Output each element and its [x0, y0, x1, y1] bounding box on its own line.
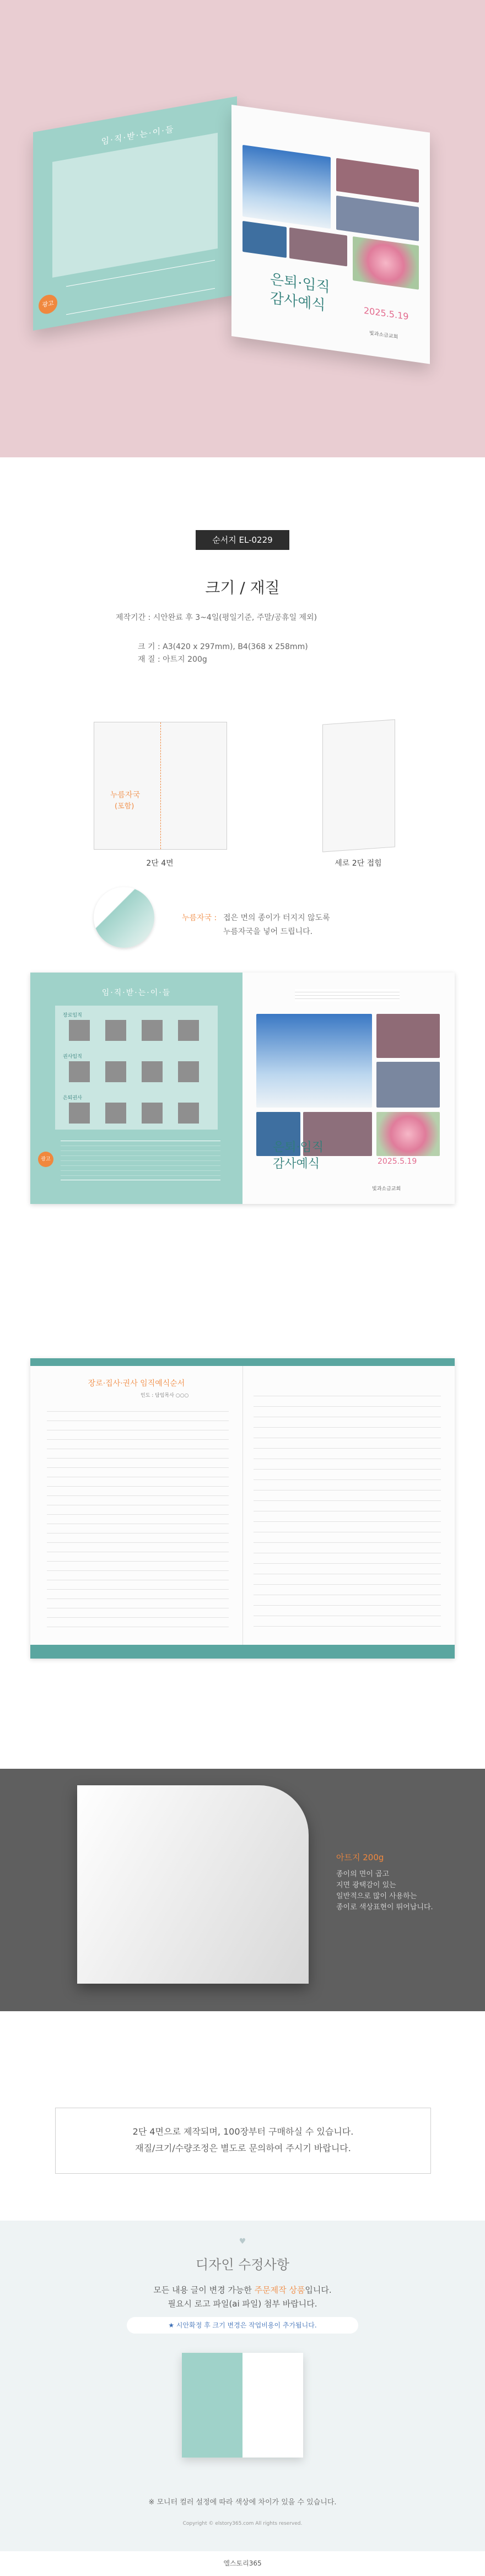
notice-box — [61, 1141, 220, 1180]
inner-spread — [30, 1358, 455, 1659]
portrait-row-2 — [69, 1061, 207, 1082]
group-2-label: 권사임직 — [63, 1054, 82, 1060]
custom-line-1b: 주문제작 상품 — [254, 2285, 305, 2295]
folded-caption: 세로 2단 접힘 — [335, 859, 382, 868]
spread-cover-title-2: 감사예식 — [273, 1157, 320, 1171]
mini-booklet — [182, 2353, 303, 2458]
custom-disclaimer: ※ 모니터 컬러 설정에 따라 색상에 차이가 있을 수 있습니다. — [148, 2498, 337, 2507]
outer-back-page — [30, 973, 242, 1204]
flower-photo — [353, 236, 419, 290]
spread-cover-date: 2025.5.19 — [378, 1157, 417, 1166]
size-line: 크 기 : A3(420 x 297mm), B4(368 x 258mm) — [138, 642, 308, 651]
paper-desc-2: 지면 광택감이 있는 — [336, 1881, 396, 1889]
cover-verse — [295, 989, 400, 1001]
spread-sky-photo — [256, 1014, 372, 1108]
fold-label: 누름자국 — [110, 791, 141, 800]
order-list-left — [47, 1402, 229, 1634]
bottom-band — [30, 1645, 455, 1659]
spread-photo-2 — [376, 1062, 440, 1108]
copyright: Copyright © elstory365.com All rights reserved. — [182, 2521, 303, 2526]
custom-line-1c: 입니다. — [305, 2285, 332, 2295]
custom-line-1a: 모든 내용 글이 변경 가능한 — [153, 2285, 255, 2295]
order-title: 장로·집사·권사 임직예식순서 — [88, 1379, 185, 1388]
notice-line-2: 재질/크기/수량조정은 별도로 문의하여 주시기 바랍니다. — [135, 2143, 351, 2153]
spread-photo-1 — [376, 1014, 440, 1058]
outer-cover-page — [242, 973, 455, 1204]
booklet-cover — [231, 105, 430, 364]
cover-date: 2025.5.19 — [364, 305, 409, 322]
hero-banner — [0, 0, 485, 457]
crease-title: 누름자국 : — [182, 914, 217, 922]
flat-caption: 2단 4면 — [146, 859, 174, 868]
folded-sheet-diagram — [322, 719, 395, 852]
portrait-row-3 — [69, 1103, 207, 1124]
crease-desc-1: 접은 면의 종이가 터지지 않도록 — [223, 914, 330, 922]
footer-brand: 엘스토리365 — [223, 2559, 262, 2567]
inner-panel — [52, 133, 218, 278]
design-custom-section — [0, 2221, 485, 2551]
crease-desc-2: 누름자국을 넣어 드립니다. — [223, 927, 313, 936]
congregation-photo — [336, 196, 419, 241]
group-3-label: 은퇴권사 — [63, 1095, 82, 1101]
inner-heading: 임·직·받·는·이·들 — [101, 123, 175, 147]
product-code-badge: 순서지 EL-0229 — [196, 530, 289, 550]
church-photo — [242, 221, 287, 258]
mini-left-page — [182, 2353, 242, 2458]
size-material-heading: 크기 / 재질 — [205, 579, 280, 597]
paper-section — [0, 1769, 485, 2011]
order-subtitle: 인도 : 담임목사 ○○○ — [141, 1393, 189, 1398]
sky-photo — [242, 145, 331, 229]
orange-badge: 광고 — [39, 293, 57, 315]
notice-line-1: 2단 4면으로 제작되며, 100장부터 구매하실 수 있습니다. — [132, 2126, 354, 2137]
fold-line — [160, 722, 161, 849]
order-notice-box — [55, 2108, 431, 2174]
names-panel — [55, 1006, 218, 1130]
spread-badge: 광고 — [38, 1152, 53, 1167]
paper-desc-4: 종이로 색상표현이 뛰어납니다. — [336, 1903, 433, 1911]
spread-cover-title-1: 은퇴·임직 — [273, 1141, 324, 1154]
spread-flower-photo — [376, 1112, 440, 1156]
spread-church: 빛과소금교회 — [372, 1186, 401, 1192]
outer-spread — [30, 973, 455, 1204]
production-period: 제작기간 : 시안완료 후 3~4일(평일기준, 주말/공휴일 제외) — [116, 613, 317, 622]
top-band — [30, 1358, 455, 1366]
custom-line-3: ★ 시안확정 후 크기 변경은 작업비용이 추가됩니다. — [127, 2317, 358, 2334]
paper-sheet — [77, 1785, 309, 1984]
crease-sample — [94, 887, 154, 948]
order-list-right — [254, 1386, 441, 1634]
portrait-row-1 — [69, 1020, 207, 1041]
paper-desc-1: 종이의 면이 곱고 — [336, 1870, 390, 1878]
cover-church: 빛과소금교회 — [369, 331, 398, 341]
custom-line-2: 필요시 로고 파일(ai 파일) 첨부 바랍니다. — [168, 2299, 317, 2309]
heart-icon: ♥ — [239, 2237, 246, 2246]
paper-title: 아트지 200g — [336, 1853, 384, 1862]
group-photo — [336, 158, 419, 203]
choir-photo — [289, 228, 347, 267]
group-1-label: 장로임직 — [63, 1013, 82, 1018]
custom-line-1 — [0, 2284, 485, 2296]
fold-label-sub: (포함) — [115, 802, 134, 811]
flat-sheet-diagram — [94, 722, 227, 850]
material-line: 재 질 : 아트지 200g — [138, 655, 207, 664]
cover-title: 은퇴·임직 감사예식 — [270, 271, 330, 314]
booklet-inner-page — [33, 96, 237, 331]
paper-desc-3: 일반적으로 많이 사용하는 — [336, 1892, 417, 1900]
custom-title: 디자인 수정사항 — [196, 2257, 289, 2272]
page-divider — [242, 1366, 243, 1645]
back-page-heading: 임·직·받·는·이·들 — [101, 989, 171, 997]
